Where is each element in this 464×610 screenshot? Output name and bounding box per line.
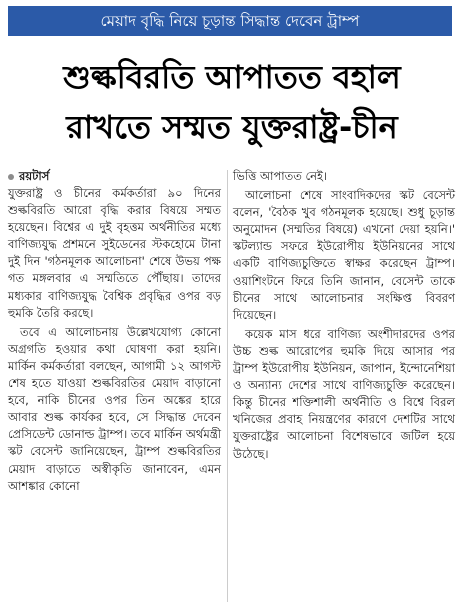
paragraph: তবে এ আলোচনায় উল্লেখযোগ্য কোনো অগ্রগতি হওয়ার কথা ঘোষণা করা হয়নি। মার্কিন কর্মকর্তারা বলছেন, আগামী ১২ আগস্ট শেষ হতে যাওয়া শুল্কবিরতির মেয়াদ বাড়ানো হবে, নাকি চীনের ওপর তিন অঙ্কের হারে আবার শুল্ক কার্যকর হবে, সে সিদ্ধান্ত দেবেন প্রেসিডেন্ট ডোনাল্ড ট্রাম্প। তবে মার্কিন অর্থমন্ত্রী স্কট বেসেন্ট জানিয়েছেন, ট্রাম্প শুল্কবিরতির মেয়াদ বাড়াতে অস্বীকৃতি জানাবেন, এমন আশঙ্কার কোনো: [8, 324, 221, 493]
column-divider: [227, 170, 228, 602]
headline-line-2: রাখতে সম্মত যুক্তরাষ্ট্র-চীন: [66, 108, 398, 146]
article-column-left: [8, 168, 221, 497]
paragraph: যুক্তরাষ্ট্র ও চীনের কর্মকর্তারা ৯০ দিনের শুল্কবিরতি আরো বৃদ্ধি করার বিষয়ে সম্মত হয়েছেন। বিশ্বের এ দুই বৃহত্তম অর্থনীতির মধ্যে বাণিজ্যযুদ্ধ প্রশমনে সুইডেনের স্টকহোমে টানা দুই দিন 'গঠনমূলক আলোচনা' শেষে উভয় পক্ষ গত মঙ্গলবার এ সম্মতিতে পৌঁছায়। তাদের মধ্যকার বাণিজ্যযুদ্ধ বৈশ্বিক প্রবৃদ্ধির ওপর বড় হুমকি তৈরি করছে।: [8, 186, 221, 320]
kicker-banner: মেয়াদ বৃদ্ধি নিয়ে চূড়ান্ত সিদ্ধান্ত দেবেন ট্রাম্প: [8, 6, 452, 36]
headline: [4, 52, 460, 152]
paragraph: কয়েক মাস ধরে বাণিজ্য অংশীদারদের ওপর উচ্চ শুল্ক আরোপের হুমকি দিয়ে আসার পর ট্রাম্প ইউরোপীয় ইউনিয়ন, জাপান, ইন্দোনেশিয়া ও অন্যান্য দেশের সাথে বাণিজ্যচুক্তি করেছেন। কিন্তু চীনের শক্তিশালী অর্থনীতি ও বিশ্বে বিরল খনিজের প্রবাহ নিয়ন্ত্রণের কারণে দেশটির সাথে যুক্তরাষ্ট্রের আলোচনা বিশেষভাবে জটিল হয়ে উঠেছে।: [233, 326, 455, 461]
paragraph: ভিত্তি আপাতত নেই।: [233, 169, 328, 183]
paragraph: আলোচনা শেষে সাংবাদিকদের স্কট বেসেন্ট বলেন, 'বৈঠক খুব গঠনমূলক হয়েছে। শুধু চূড়ান্ত অনুমোদন (সম্মতির বিষয়ে) এখনো দেয়া হয়নি।' স্কটল্যান্ড সফরে ইউরোপীয় ইউনিয়নের সাথে একটি বাণিজ্যচুক্তিতে স্বাক্ষর করেছেন ট্রাম্প। ওয়াশিংটনে ফিরে তিনি জানান, বেসেন্ট তাকে চীনের সাথে আলোচনার সংক্ষিপ্ত বিবরণ দিয়েছেন।: [233, 188, 455, 322]
headline-line-1: শুল্কবিরতি আপাতত বহাল: [63, 58, 401, 96]
byline-source: রয়টার্স: [19, 169, 50, 183]
article-column-right: [233, 168, 455, 465]
byline-bullet-icon: [8, 174, 14, 180]
byline: [8, 168, 221, 185]
